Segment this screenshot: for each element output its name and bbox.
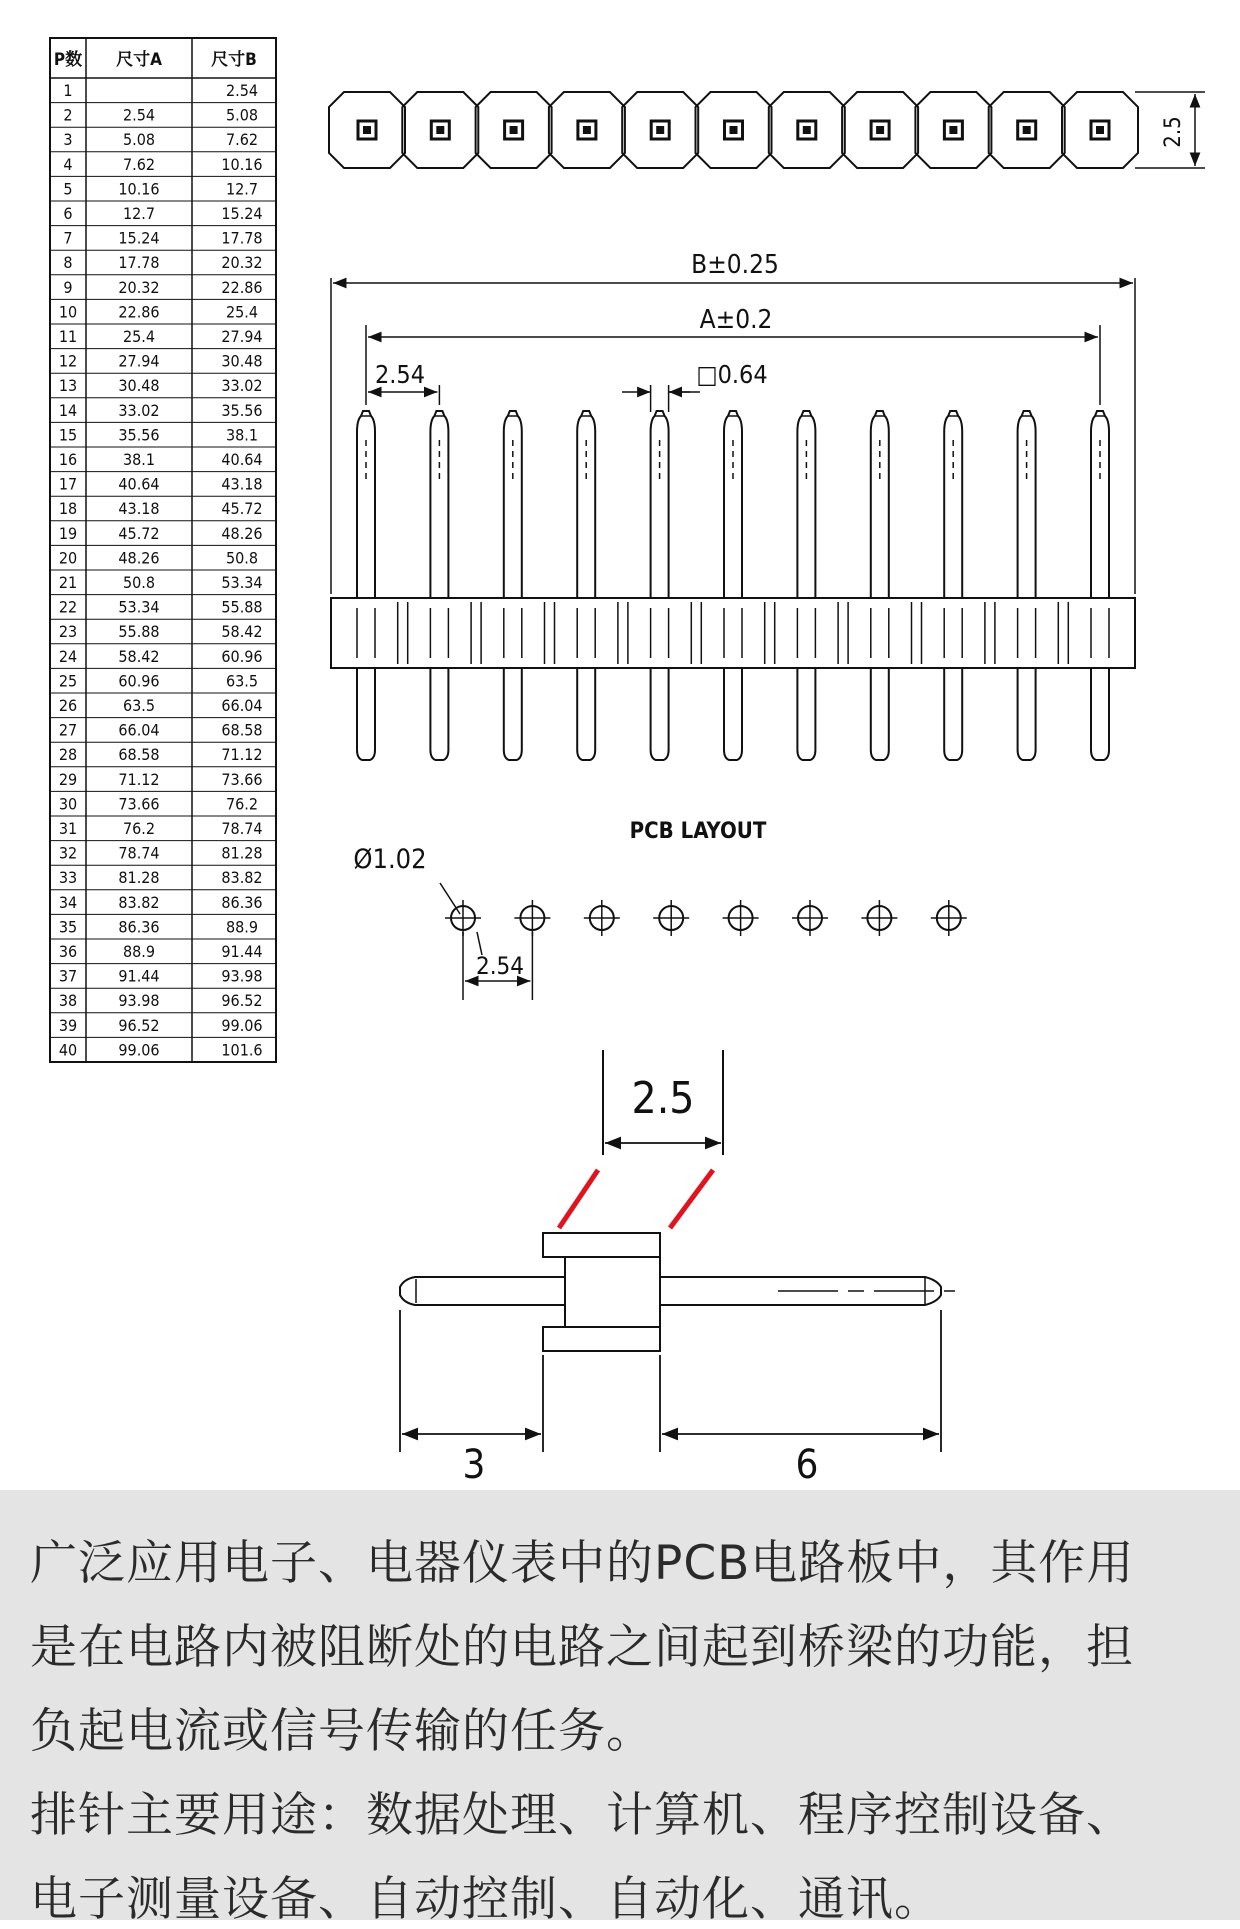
- table-cell: 83.82: [221, 868, 263, 888]
- pin-center-icon: [583, 126, 591, 134]
- table-cell: 88.9: [225, 917, 259, 937]
- table-cell: 13: [58, 376, 78, 396]
- side-right-dim-label: 6: [795, 1442, 819, 1488]
- table-cell: 38.1: [122, 450, 156, 469]
- table-cell: 26: [58, 696, 78, 715]
- pin-short-end: [400, 1277, 565, 1305]
- table-cell: 11: [58, 327, 78, 346]
- table-cell: 22.86: [118, 302, 160, 322]
- table-cell: 60.96: [118, 671, 160, 691]
- top-view-drawing: [329, 92, 1205, 168]
- table-cell: 5.08: [225, 105, 259, 125]
- hole-diameter-label: Ø1.02: [353, 844, 427, 875]
- table-cell: 45.72: [221, 499, 263, 519]
- table-cell: 2.54: [225, 81, 259, 100]
- pin-center-icon: [1023, 126, 1031, 134]
- pin-size-label: □0.64: [696, 360, 768, 389]
- pin-upper: [357, 411, 375, 598]
- table-cell: 76.2: [225, 794, 259, 814]
- table-cell: 99.06: [118, 1040, 160, 1060]
- table-cell: 4: [63, 154, 73, 174]
- pin-upper: [724, 411, 742, 598]
- table-cell: 81.28: [221, 843, 263, 863]
- table-cell: 91.44: [221, 942, 263, 961]
- table-cell: 78.74: [118, 843, 160, 863]
- table-cell: 36: [58, 942, 78, 961]
- table-cell: 17.78: [118, 253, 160, 273]
- pin-lower: [797, 668, 815, 760]
- table-cell: 66.04: [118, 720, 160, 740]
- pin-upper: [871, 411, 889, 598]
- description-line-2: 是在电路内被阻断处的电路之间起到桥梁的功能，担: [30, 1620, 1134, 1675]
- pin-upper: [797, 411, 815, 598]
- pin-lower: [357, 668, 375, 760]
- pin-lower: [504, 668, 522, 760]
- table-cell: 12.7: [122, 204, 156, 223]
- table-cell: 15: [58, 425, 78, 445]
- table-cell: 55.88: [118, 622, 160, 642]
- table-cell: 39: [58, 1015, 78, 1035]
- table-header-cell: P数: [53, 50, 83, 70]
- table-cell: 91.44: [118, 966, 160, 986]
- table-cell: 15.24: [118, 228, 160, 248]
- table-cell: 12: [58, 351, 78, 371]
- description-line-5: 电子测量设备、自动控制、自动化、通讯。: [30, 1872, 942, 1927]
- side-top-dim-label: 2.5: [631, 1073, 695, 1124]
- pin-lower: [1091, 668, 1109, 760]
- front-view-drawing: [331, 278, 1135, 760]
- table-cell: 30: [58, 794, 78, 814]
- table-cell: 24: [58, 646, 78, 666]
- table-cell: 45.72: [118, 523, 160, 543]
- pin-center-icon: [1096, 126, 1104, 134]
- table-cell: 35.56: [221, 400, 263, 420]
- table-cell: 30.48: [118, 376, 160, 396]
- red-marker-line: [670, 1170, 713, 1228]
- red-marker-line: [559, 1170, 598, 1228]
- table-cell: 5.08: [122, 130, 156, 150]
- table-cell: 71.12: [221, 745, 263, 765]
- side-left-dim-label: 3: [462, 1442, 486, 1488]
- table-cell: 73.66: [118, 794, 160, 814]
- description-line-4: 排针主要用途：数据处理、计算机、程序控制设备、: [30, 1788, 1134, 1843]
- pin-upper: [1018, 411, 1036, 598]
- top-view-height-label: 2.5: [1161, 116, 1186, 148]
- table-cell: 76.2: [122, 819, 156, 838]
- housing-top-flange: [543, 1233, 660, 1257]
- table-cell: 33.02: [118, 400, 160, 420]
- table-cell: 27.94: [221, 327, 263, 346]
- pcb-pitch-label: 2.54: [475, 952, 525, 980]
- table-cell: 66.04: [221, 696, 263, 715]
- description-panel: [0, 1490, 1240, 1927]
- pin-lower: [944, 668, 962, 760]
- table-cell: 31: [58, 819, 78, 838]
- dimension-b-label: B±0.25: [691, 250, 779, 280]
- housing-bottom-flange: [543, 1327, 660, 1351]
- table-cell: 10: [58, 302, 78, 322]
- table-cell: 8: [63, 253, 73, 273]
- pin-center-icon: [803, 126, 811, 134]
- table-cell: 17.78: [221, 228, 263, 248]
- description-line-3: 负起电流或信号传输的任务。: [30, 1704, 654, 1759]
- table-cell: 5: [63, 179, 73, 199]
- table-cell: 53.34: [221, 573, 263, 592]
- table-cell: 40.64: [118, 474, 160, 494]
- table-cell: 99.06: [221, 1015, 263, 1035]
- table-cell: 27.94: [118, 351, 160, 371]
- pin-center-icon: [949, 126, 957, 134]
- pin-lower: [871, 668, 889, 760]
- plastic-housing: [331, 598, 1135, 668]
- table-cell: 9: [63, 277, 73, 297]
- table-cell: 10.16: [221, 154, 263, 174]
- table-cell: 38: [58, 991, 78, 1011]
- table-cell: 43.18: [118, 499, 160, 519]
- pin-center-icon: [876, 126, 884, 134]
- table-cell: 83.82: [118, 892, 160, 912]
- table-cell: 2.54: [122, 105, 156, 125]
- table-cell: 14: [58, 400, 78, 420]
- table-cell: 7: [63, 228, 73, 248]
- table-cell: 50.8: [225, 548, 259, 568]
- table-cell: 32: [58, 843, 78, 863]
- table-cell: 25.4: [122, 327, 156, 346]
- pin-upper: [1091, 411, 1109, 598]
- table-cell: 7.62: [225, 130, 259, 150]
- table-cell: 34: [58, 892, 78, 912]
- table-cell: 38.1: [225, 425, 259, 445]
- table-cell: 20.32: [118, 277, 160, 297]
- table-cell: 48.26: [221, 523, 263, 543]
- table-cell: 63.5: [225, 671, 259, 691]
- table-cell: 25.4: [225, 302, 259, 322]
- table-cell: 21: [58, 573, 78, 592]
- table-cell: 40: [58, 1040, 78, 1060]
- table-cell: 19: [58, 523, 78, 543]
- table-cell: 68.58: [221, 720, 263, 740]
- table-cell: 17: [58, 474, 78, 494]
- table-cell: 16: [58, 450, 78, 469]
- table-cell: 22.86: [221, 277, 263, 297]
- table-cell: 96.52: [221, 991, 263, 1011]
- table-cell: 10.16: [118, 179, 160, 199]
- pin-upper: [504, 411, 522, 598]
- table-cell: 20.32: [221, 253, 263, 273]
- table-cell: 48.26: [118, 548, 160, 568]
- pin-center-icon: [436, 126, 444, 134]
- table-cell: 96.52: [118, 1015, 160, 1035]
- table-cell: 81.28: [118, 868, 160, 888]
- pin-upper: [430, 411, 448, 598]
- dimension-table: [50, 38, 276, 1062]
- table-cell: 37: [58, 966, 78, 986]
- table-cell: 29: [58, 769, 78, 789]
- table-cell: 58.42: [118, 646, 160, 666]
- table-cell: 78.74: [221, 819, 263, 838]
- table-cell: 25: [58, 671, 78, 691]
- table-cell: 33.02: [221, 376, 263, 396]
- pin-upper: [944, 411, 962, 598]
- table-cell: 40.64: [221, 450, 263, 469]
- table-cell: 73.66: [221, 769, 263, 789]
- table-cell: 7.62: [122, 154, 156, 174]
- table-cell: 28: [58, 745, 78, 765]
- table-cell: 6: [63, 204, 73, 223]
- pin-lower: [430, 668, 448, 760]
- pin-lower: [651, 668, 669, 760]
- table-cell: 2: [63, 105, 73, 125]
- table-cell: 15.24: [221, 204, 263, 223]
- dimension-a-label: A±0.2: [699, 305, 773, 335]
- table-cell: 53.34: [118, 597, 160, 617]
- table-cell: 68.58: [118, 745, 160, 765]
- pin-lower: [724, 668, 742, 760]
- table-cell: 1: [63, 81, 73, 100]
- leader-line: [440, 883, 460, 914]
- table-cell: 43.18: [221, 474, 263, 494]
- table-cell: 18: [58, 499, 78, 519]
- pin-upper: [651, 411, 669, 598]
- pin-lower: [1018, 668, 1036, 760]
- housing-body: [565, 1257, 660, 1327]
- table-cell: 58.42: [221, 622, 263, 642]
- pin-center-icon: [363, 126, 371, 134]
- table-cell: 63.5: [122, 696, 156, 715]
- table-header-cell: 尺寸A: [116, 50, 162, 70]
- table-header-cell: 尺寸B: [211, 50, 257, 70]
- table-cell: 3: [63, 130, 73, 150]
- pin-lower: [577, 668, 595, 760]
- table-cell: 101.6: [221, 1040, 263, 1060]
- table-cell: 93.98: [118, 991, 160, 1011]
- pin-center-icon: [510, 126, 518, 134]
- table-cell: 86.36: [118, 917, 160, 937]
- table-cell: 35.56: [118, 425, 160, 445]
- table-cell: 35: [58, 917, 78, 937]
- table-cell: 33: [58, 868, 78, 888]
- pcb-layout-title: PCB LAYOUT: [629, 819, 767, 844]
- table-cell: 60.96: [221, 646, 263, 666]
- pin-upper: [577, 411, 595, 598]
- description-line-1: 广泛应用电子、电器仪表中的PCB电路板中，其作用: [30, 1536, 1135, 1591]
- table-cell: 93.98: [221, 966, 263, 986]
- table-cell: 30.48: [221, 351, 263, 371]
- table-cell: 27: [58, 720, 78, 740]
- table-cell: 50.8: [122, 573, 156, 592]
- pin-center-icon: [656, 126, 664, 134]
- table-cell: 71.12: [118, 769, 160, 789]
- table-cell: 12.7: [225, 179, 259, 199]
- pitch-label: 2.54: [374, 360, 426, 389]
- table-cell: 22: [58, 597, 78, 617]
- pin-center-icon: [730, 126, 738, 134]
- table-cell: 88.9: [122, 942, 156, 961]
- table-cell: 23: [58, 622, 78, 642]
- table-cell: 86.36: [221, 892, 263, 912]
- pcb-layout-drawing: [440, 883, 967, 1000]
- table-cell: 55.88: [221, 597, 263, 617]
- table-cell: 20: [58, 548, 78, 568]
